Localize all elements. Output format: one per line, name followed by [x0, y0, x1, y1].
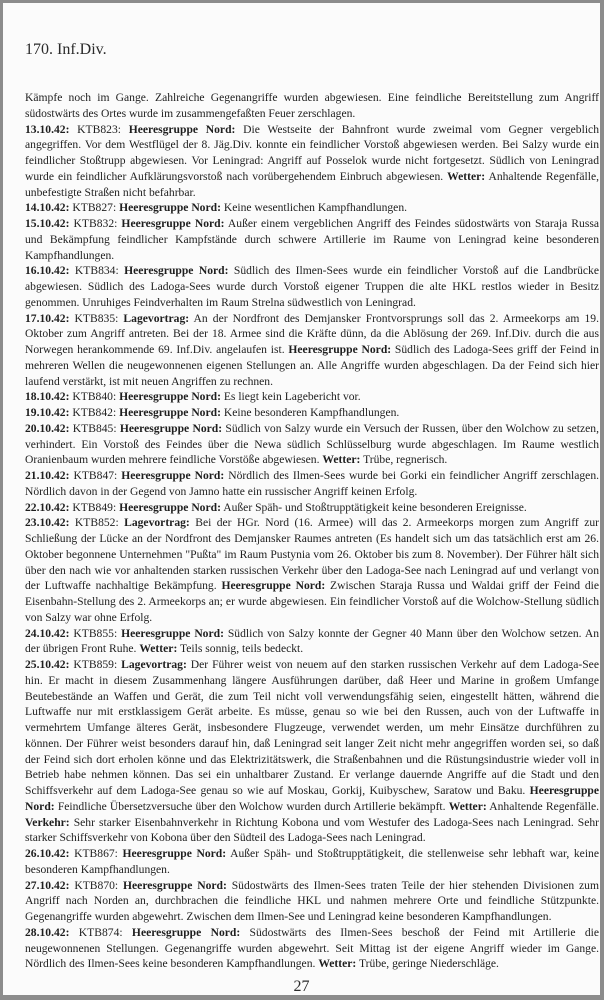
entry-date: 22.10.42:: [25, 500, 70, 514]
entry-section-label: Wetter:: [447, 169, 486, 183]
diary-entry: [25, 122, 599, 201]
diary-entry: [25, 421, 599, 468]
diary-entry: [25, 657, 599, 846]
entry-section-label: Lagevortrag:: [123, 311, 190, 325]
entry-section-text: Anhaltende Regenfälle, unbefestigte Straßen nicht befahrbar.: [25, 169, 599, 199]
document-page: [3, 3, 600, 995]
entry-section-text: Südostwärts des Ilmen-Sees traten Teile der hier stehenden Divisionen zum Angriff nach Norden an, durchbrachen die feindliche HKL und nahmen mehrere Orte und feindliche Stützpunkte. Gegenangriffe wurden abgewehrt. Zwischen dem Ilmen-See und Leningrad keine besonderen Kampfhandlungen.: [25, 878, 600, 923]
entry-section-text: Trübe, regnerisch.: [363, 453, 448, 467]
entry-date: 20.10.42:: [25, 421, 70, 435]
entry-section-label: Heeresgruppe Nord:: [124, 264, 229, 278]
diary-entry: [25, 846, 599, 878]
entry-date: 18.10.42:: [25, 390, 70, 404]
diary-entry: [25, 405, 599, 421]
entry-ktb-ref: KTB874:: [78, 925, 123, 939]
diary-entry: [25, 468, 599, 500]
entry-date: 27.10.42:: [25, 878, 70, 892]
entry-date: 24.10.42:: [25, 626, 70, 640]
entry-section-label: Heeresgruppe Nord:: [121, 217, 225, 230]
intro-paragraph: Kämpfe noch im Gange. Zahlreiche Gegenangriffe wurden abgewiesen. Eine feindliche Bereitstellung zum Angriff südostwärts des Ortes wurde im zusammengefaßten Feuer zerschlagen.: [25, 91, 599, 120]
entry-date: 21.10.42:: [25, 469, 70, 482]
entry-date: 25.10.42:: [25, 658, 70, 671]
diary-entry: [25, 216, 599, 263]
entry-ktb-ref: KTB840:: [72, 390, 117, 404]
diary-entry: [25, 925, 599, 972]
entry-section-text: Außer Späh- und Stoßtrupptätigkeit, die stellenweise sehr lebhaft war, keine besonderen Kampfhandlungen.: [25, 847, 599, 876]
entry-date: 28.10.42:: [25, 925, 70, 939]
entry-section-label: Heeresgruppe Nord:: [121, 469, 225, 482]
diary-entry: [25, 311, 599, 390]
entry-section-label: Wetter:: [448, 799, 487, 813]
entry-date: 19.10.42:: [25, 406, 70, 419]
entry-section-label: Heeresgruppe Nord:: [119, 500, 221, 514]
diary-entries: [25, 122, 599, 973]
entry-ktb-ref: KTB852:: [74, 516, 119, 530]
entry-section-text: Keine wesentlichen Kampfhandlungen.: [223, 201, 408, 215]
entry-section-label: Heeresgruppe Nord:: [221, 579, 326, 593]
entry-section-text: Teils sonnig, teils bedeckt.: [180, 642, 304, 656]
entry-section-text: Zwischen Staraja Russa und Waldai griff der Feind die Eisenbahn-Stellung des 2. Armeekorps an; er wurde abgewiesen. Ein feindlicher Vorstoß auf die Wolchow-Stellung südlich von Salzy war ohne Erfolg.: [25, 579, 600, 624]
entry-ktb-ref: KTB870:: [74, 878, 119, 892]
entry-section-label: Heeresgruppe Nord:: [128, 122, 236, 136]
entry-section-text: Südlich des Ladoga-Sees griff der Feind in mehreren Wellen die neugewonnenen eigenen Stellungen an. Alle Angriffe wurden abgeschlagen. Da der Feind sich hier laufend verstärkt, ist mit neuen Angriffen zu rechnen.: [25, 343, 599, 388]
entry-ktb-ref: KTB823:: [77, 122, 121, 136]
entry-section-label: Verkehr:: [25, 815, 70, 829]
entry-ktb-ref: KTB845:: [72, 421, 117, 435]
entry-ktb-ref: KTB834:: [74, 264, 119, 278]
document-body: [25, 90, 599, 972]
entry-ktb-ref: KTB849:: [72, 500, 117, 514]
entry-date: 23.10.42:: [25, 516, 70, 530]
entry-section-label: Lagevortrag:: [124, 516, 190, 530]
entry-section-label: Heeresgruppe Nord:: [131, 925, 241, 939]
entry-section-label: Heeresgruppe Nord:: [25, 784, 599, 813]
page-header: 170. Inf.Div.: [25, 41, 107, 58]
entry-date: 17.10.42:: [25, 311, 70, 325]
entry-date: 26.10.42:: [25, 847, 70, 860]
entry-section-text: Außer einem vergeblichen Angriff des Feindes südostwärts von Staraja Russa und Bekämpfung feindlicher Kampfstände durch schwere Artillerie im Raume von Leningrad keine besonderen Kampfhandlungen.: [25, 217, 600, 262]
entry-section-text: Südlich des Ilmen-Sees wurde ein feindlicher Vorstoß auf die Landbrücke abgewiesen. Südlich des Ladoga-Sees wurde durch Vorstoß eigener Truppen die alte HKL restlos wieder in Besitz genommen. Unruhiges Feindverhalten im Raum Strelna südwestlich von Leningrad.: [25, 264, 599, 309]
entry-section-text: Südlich von Salzy konnte der Gegner 40 Mann über den Wolchow setzen. An der übrigen Front Ruhe.: [25, 626, 599, 656]
diary-entry: [25, 500, 599, 516]
entry-ktb-ref: KTB859:: [73, 658, 118, 671]
entry-section-text: Feindliche Übersetzversuche über den Wolchow wurden durch Artillerie bekämpft.: [57, 799, 446, 813]
entry-ktb-ref: KTB847:: [73, 469, 118, 482]
entry-date: 13.10.42:: [25, 122, 70, 136]
entry-section-label: Wetter:: [322, 453, 361, 467]
entry-section-text: Südostwärts des Ilmen-Sees beschoß der Feind mit Artillerie die neugewonnenen Stellungen. Gegenangriffe wurden abgewehrt. Seit Mittag ist der eigene Angriff wieder im Gange. Nördlich des Ilmen-Sees keine besonderen Kampfhandlungen.: [25, 925, 600, 971]
entry-ktb-ref: KTB827:: [72, 201, 117, 215]
entry-date: 16.10.42:: [25, 264, 70, 278]
diary-entry: [25, 878, 599, 925]
diary-entry: [25, 200, 599, 216]
entry-section-label: Heeresgruppe Nord:: [119, 390, 221, 404]
entry-section-label: Heeresgruppe Nord:: [121, 626, 224, 640]
entry-ktb-ref: KTB867:: [74, 847, 118, 860]
entry-section-text: Südlich von Salzy wurde ein Versuch der Russen, über den Wolchow zu setzen, verhindert. Ein Vorstoß des Feindes über die Newa südlich Schlüsselburg wurde abgeschlagen. Im Raume westlich Oranienbaum wurden mehrere feindliche Vorstöße abgewiesen.: [25, 421, 599, 467]
entry-section-text: Außer Späh- und Stoßtrupptätigkeit keine besonderen Ereignisse.: [223, 500, 527, 514]
entry-section-text: Bei der HGr. Nord (16. Armee) will das 2. Armeekorps morgen zum Angriff zur Schließung der Lücke an der Nordfront des Demjansker Raumes antreten (Es handelt sich um das tatsächlich erst am 26. Oktober begonnene Unternehmen "Pußta" im Raum Pustynia vom 26. Oktober bis zum 8. November). Der Führer hält sich über den nach wie vor anhaltenden starken russischen Verkehr über den Ladoga-See nach Leningrad auf und verlangt von der Luftwaffe nachhaltige Bekämpfung.: [25, 516, 600, 593]
entry-section-label: Heeresgruppe Nord:: [119, 421, 223, 435]
entry-date: 14.10.42:: [25, 201, 70, 215]
entry-section-label: Heeresgruppe Nord:: [288, 343, 392, 356]
diary-entry: [25, 626, 599, 658]
entry-ktb-ref: KTB842:: [72, 406, 117, 419]
entry-section-text: An der Nordfront des Demjansker Frontvorsprungs soll das 2. Armeekorps am 19. Oktober zum Angriff antreten. Bei der 18. Armee sind die Kräfte dünn, da die Ablösung der 269. Inf.Div. durch die aus Norwegen herankommende 69. Inf.Div. angelaufen ist.: [25, 311, 599, 356]
diary-entry: [25, 389, 599, 405]
diary-entry: [25, 263, 599, 310]
entry-section-text: Der Führer weist von neuem auf den starken russischen Verkehr auf dem Ladoga-See hin. Er macht in diesem Zusammenhang längere Ausführungen darüber, daß Heer und Marine in großem Umfange Beutebestände an Waffen und Gerät, die zum Teil nicht voll verwendungsfähig seien, eingestellt hätten, während die Luftwaffe nur mit erstklassigem Gerät arbeite. Es müsse, genau so wie bei den Russen, auch von der Luftwaffe in vermehrtem Umfange älteres Gerät, insbesondere Flugzeuge, verwendet werden, um mehr Einsätze durchführen zu können. Der Führer weist besonders darauf hin, daß Leningrad seit langer Zeit nicht mehr angegriffen worden sei, so daß der Feind sich dort erholen könne und das Elektrizitätswerk, die Straßenbahnen und die Rüstungsindustrie wieder voll in Betrieb habe nehmen können. Das sei ein unhaltbarer Zustand. Er verlange dauernde Angriffe auf die Stadt und den Schiffsverkehr auf dem Ladoga-See genau so wie auf Moskau, Gorkij, Kuibyschew, Saratow und Baku.: [25, 658, 599, 797]
page-number: 27: [293, 978, 310, 995]
entry-ktb-ref: KTB832:: [73, 217, 118, 230]
entry-section-label: Heeresgruppe Nord:: [122, 847, 227, 860]
entry-section-text: Es liegt kein Lagebericht vor.: [223, 390, 361, 404]
entry-section-text: Nördlich des Ilmen-Sees wurde bei Gorki ein feindlicher Angriff zerschlagen. Nördlich davon in der Gegend von Jamno hatte ein russischer Angriff keinen Erfolg.: [25, 469, 600, 498]
entry-section-text: Sehr starker Eisenbahnverkehr in Richtung Kobona und vom Westufer des Ladoga-Sees nach Leningrad. Sehr starker Schiffsverkehr von Kobona über den Südteil des Ladoga-Sees nach Leningrad.: [25, 815, 600, 845]
entry-ktb-ref: KTB855:: [73, 626, 118, 640]
entry-section-label: Lagevortrag:: [121, 658, 187, 671]
entry-section-text: Keine besonderen Kampfhandlungen.: [223, 406, 400, 419]
entry-section-label: Wetter:: [139, 642, 178, 656]
entry-section-text: Trübe, geringe Niederschläge.: [359, 957, 499, 971]
entry-section-label: Heeresgruppe Nord:: [123, 878, 227, 892]
entry-ktb-ref: KTB835:: [74, 311, 119, 325]
entry-section-text: Anhaltende Regenfälle.: [489, 799, 599, 813]
entry-section-label: Heeresgruppe Nord:: [119, 201, 221, 215]
entry-section-label: Wetter:: [318, 957, 357, 971]
diary-entry: [25, 515, 599, 625]
entry-date: 15.10.42:: [25, 217, 70, 230]
entry-section-text: Die Westseite der Bahnfront wurde zweimal vom Gegner vergeblich angegriffen. Vor dem Westflügel der 8. Jäg.Div. konnte ein feindlicher Vorstoß abgewiesen werden. Bei Salzy wurde ein feindlicher Stoßtrupp abgewiesen. Vor Leningrad: Angriff auf Posselok wurde nicht fortgesetzt. Südlich von Leningrad wurde ein feindlicher Aufklärungsvorstoß nach vorübergehendem Einbruch abgewiesen.: [25, 122, 599, 183]
entry-section-label: Heeresgruppe Nord:: [119, 406, 221, 419]
